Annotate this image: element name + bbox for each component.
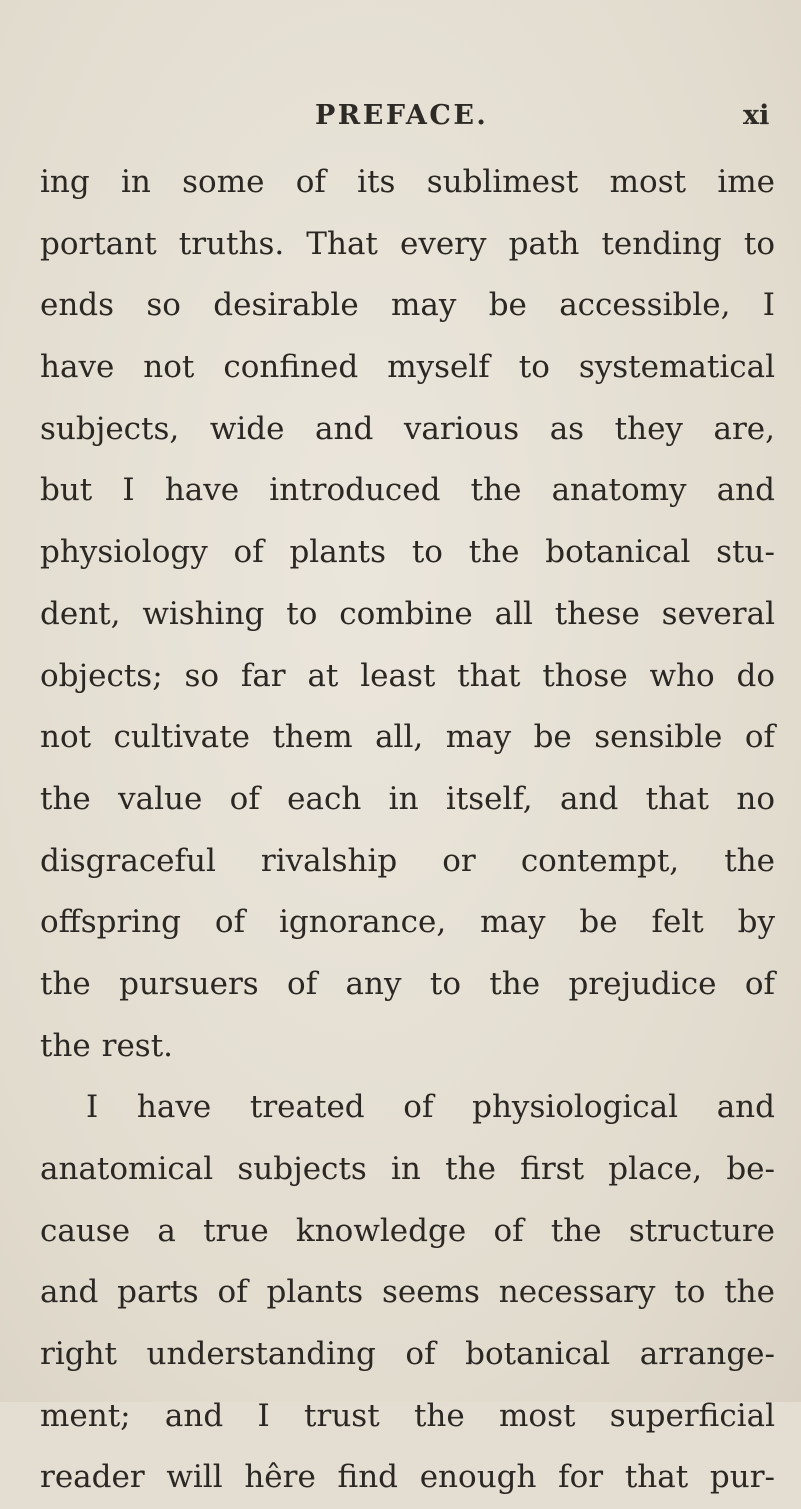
text-line: but I have introduced the anatomy and: [40, 472, 775, 509]
text-line: reader will hêre find enough for that pur-: [40, 1459, 775, 1496]
text-line: ment; and I trust the most superficial: [40, 1397, 775, 1434]
text-line: offspring of ignorance, may be felt by: [40, 904, 775, 941]
text-line: the pursuers of any to the prejudice of: [40, 965, 775, 1002]
text-line: objects; so far at least that those who do: [40, 657, 775, 694]
text-line: ends so desirable may be accessible, I: [40, 287, 775, 324]
text-line: the value of each in itself, and that no: [40, 780, 775, 817]
text-line: not cultivate them all, may be sensible of: [40, 719, 775, 756]
body-text: [40, 152, 775, 1509]
text-line: have not confined myself to systematical: [40, 349, 775, 386]
page-header: [0, 100, 801, 150]
text-line: subjects, wide and various as they are,: [40, 410, 775, 447]
text-line: and parts of plants seems necessary to the: [40, 1274, 775, 1311]
page-number: xi: [743, 100, 770, 131]
text-line: I have treated of physiological and: [86, 1089, 775, 1126]
text-line: anatomical subjects in the first place, be-: [40, 1151, 775, 1187]
text-line: disgraceful rivalship or contempt, the: [40, 842, 775, 879]
text-line: portant truths. That every path tending to: [40, 225, 775, 262]
text-line: dent, wishing to combine all these several: [40, 595, 775, 632]
text-line: right understanding of botanical arrange-: [40, 1336, 775, 1373]
running-head: PREFACE.: [315, 100, 489, 131]
text-line: physiology of plants to the botanical stu-: [40, 534, 775, 571]
text-line: ing in some of its sublimest most ime: [40, 164, 775, 200]
text-line: cause a true knowledge of the structure: [40, 1212, 775, 1249]
text-line: the rest.: [40, 1027, 174, 1064]
